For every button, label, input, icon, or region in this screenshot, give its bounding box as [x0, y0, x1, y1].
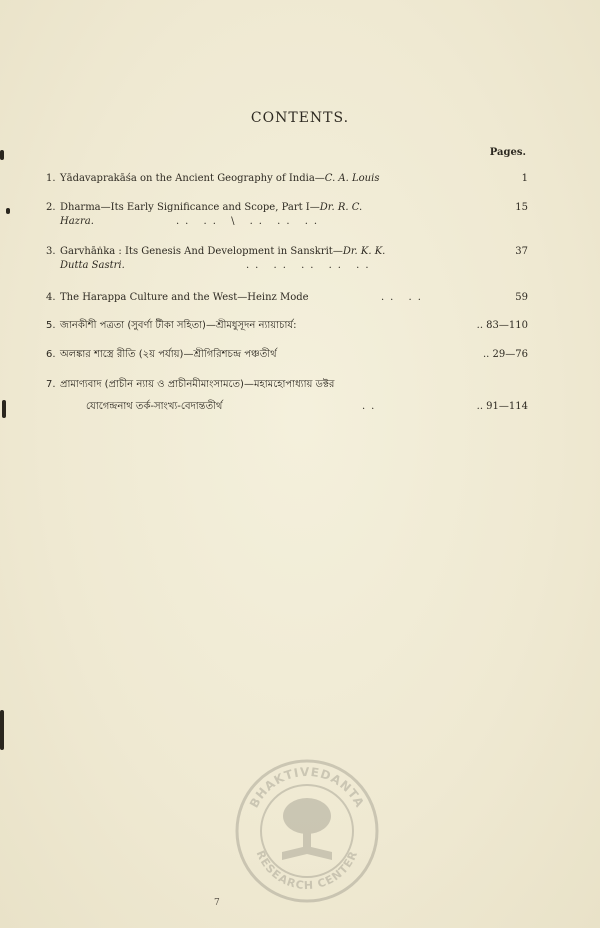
- toc-entry-text: 1. Yādavaprakāśa on the Ancient Geography of India—C. A. Louis: [46, 173, 380, 184]
- toc-entry-text: 3. Garvhāṅka : Its Genesis And Development in Sanskrit—Dr. K. K.: [46, 246, 386, 257]
- dot-leaders: .. .. \ .. .. ..: [176, 216, 324, 227]
- pages-column-label: Pages.: [489, 147, 526, 158]
- toc-entry-pages: .. 83—110: [476, 320, 528, 331]
- toc-entry-author: Dr. K. K.: [342, 246, 386, 257]
- toc-entry-title: প্রামাণ্যবাদ (প্রাচীন ন্যায় ও প্রাচীনমীমাংসামতে)—মহামহোপাধ্যায় ডক্টর: [60, 379, 335, 390]
- svg-text:RESEARCH CENTER: [254, 849, 361, 893]
- toc-entry-pages: 1: [521, 173, 528, 184]
- toc-entry-author-continued: যোগেন্দ্রনাথ তর্ক-সাংখ্য-বেদান্ততীর্থ: [86, 401, 223, 412]
- seal-text-top: BHAKTIVEDANTA: [246, 764, 368, 811]
- binding-mark: [2, 400, 6, 418]
- dot-leaders: .. ..: [381, 292, 427, 303]
- toc-entry-author-continued: Hazra.: [60, 216, 94, 227]
- binding-mark: [0, 150, 4, 160]
- toc-entry-pages: 59: [515, 292, 528, 303]
- toc-entry-text: 5. জানকীশী পত্রতা (সুবর্ণা টীকা সহিতা)—শ্রীমধুসূদন ন্যায়াচার্য:: [46, 320, 297, 331]
- dot-leaders: ..: [362, 401, 381, 412]
- binding-mark: [0, 710, 4, 750]
- toc-entry-text: 7. প্রামাণ্যবাদ (প্রাচীন ন্যায় ও প্রাচীনমীমাংসামতে)—মহামহোপাধ্যায় ডক্টর: [46, 379, 335, 390]
- toc-entry-author-continued: Dutta Sastri.: [60, 260, 125, 271]
- seal-text-bottom: RESEARCH CENTER: [253, 848, 361, 893]
- toc-entry-title: জানকীশী পত্রতা (সুবর্ণা টীকা সহিতা)—শ্রীমধুসূদন ন্যায়াচার্য:: [60, 320, 297, 331]
- toc-entry-title: Garvhāṅka : Its Genesis And Development in Sanskrit—: [60, 246, 343, 257]
- toc-entry-title: Yādavaprakāśa on the Ancient Geography of India—: [60, 173, 325, 184]
- dot-leaders: .. .. .. .. ..: [246, 260, 375, 271]
- toc-entry-title: Dharma—Its Early Significance and Scope, Part I—: [60, 202, 320, 213]
- toc-entry-pages: 15: [515, 202, 528, 213]
- binding-mark: [6, 208, 10, 214]
- toc-entry-author: Dr. R. C.: [319, 202, 363, 213]
- toc-entry-text: 2. Dharma—Its Early Significance and Scope, Part I—Dr. R. C.: [46, 202, 363, 213]
- toc-entry-text: 4. The Harappa Culture and the West—Heinz Mode: [46, 292, 309, 303]
- page-title: CONTENTS.: [250, 110, 350, 126]
- toc-entry-pages: 37: [515, 246, 528, 257]
- footer-mark: 7: [214, 898, 220, 908]
- library-seal-icon: [232, 756, 382, 906]
- toc-entry-title: The Harappa Culture and the West—Heinz Mode: [60, 292, 309, 303]
- toc-entry-text: 6. অলঙ্কার শাস্ত্রে রীতি (২য় পর্যায়)—শ্রীগিরিশচন্দ্র পঞ্চতীর্থ: [46, 349, 277, 360]
- toc-entry-author: C. A. Louis: [324, 173, 380, 184]
- toc-entry-pages: .. 29—76: [483, 349, 528, 360]
- toc-entry-title: অলঙ্কার শাস্ত্রে রীতি (২য় পর্যায়)—শ্রীগিরিশচন্দ্র পঞ্চতীর্থ: [60, 349, 277, 360]
- toc-entry-pages: .. 91—114: [476, 401, 528, 412]
